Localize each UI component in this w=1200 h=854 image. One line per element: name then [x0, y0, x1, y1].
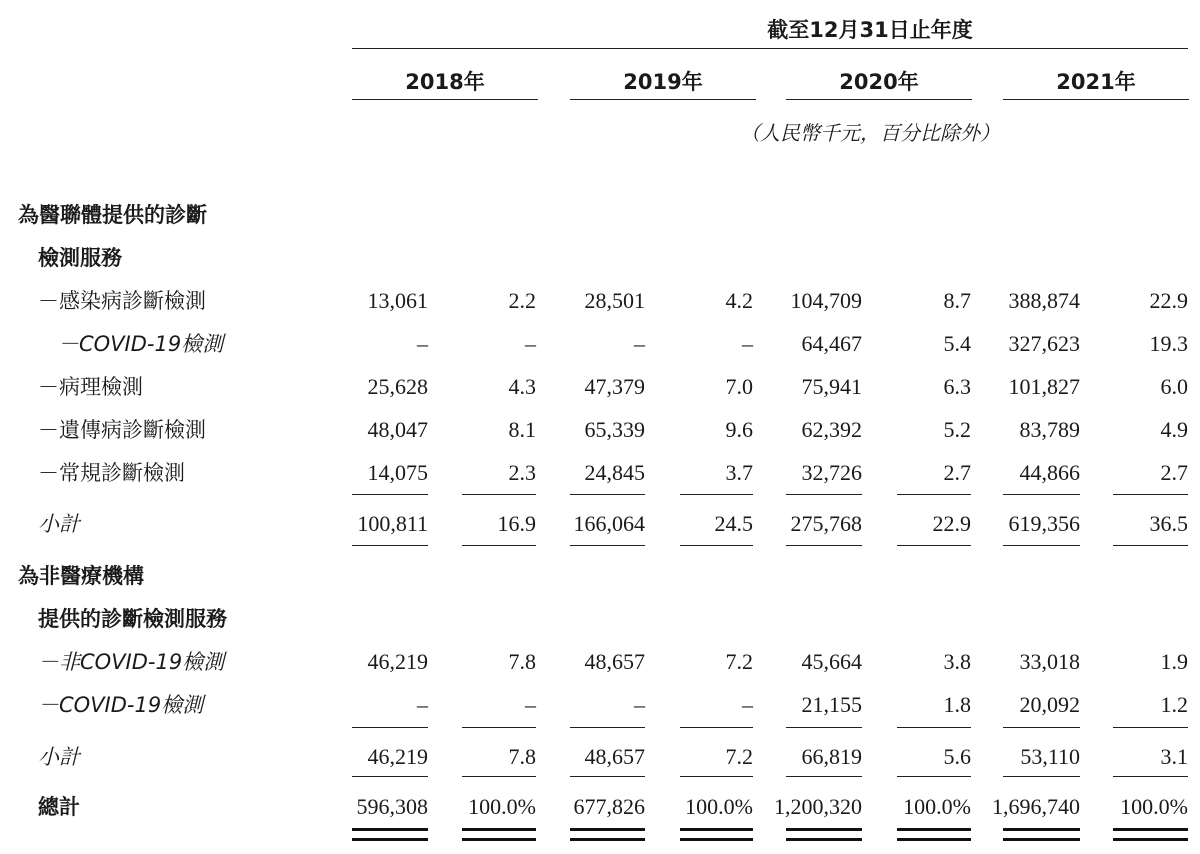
sum-rule [897, 727, 971, 728]
total-double-rule [786, 828, 862, 834]
value-cell: 2.7 [943, 460, 971, 485]
subtotal-value-cell: 100,811 [357, 511, 428, 536]
subtotal-value-cell: 7.2 [725, 744, 753, 769]
value-cell: 83,789 [1019, 417, 1080, 442]
sum-rule [570, 727, 645, 728]
value-cell: – [525, 692, 536, 717]
year-2019-header: 2019年 [623, 70, 703, 94]
sum-rule [462, 494, 536, 495]
value-cell: – [525, 331, 536, 356]
row-label-covid-sub: －COVID-19檢測 [58, 332, 224, 356]
value-cell: 65,339 [584, 417, 645, 442]
total-label: 總計 [38, 795, 80, 819]
value-cell: – [417, 331, 428, 356]
year-2020-rule [786, 99, 972, 100]
row-label-infectious: －感染病診斷檢測 [38, 289, 206, 313]
value-cell: 48,657 [584, 649, 645, 674]
total-value-cell: 1,696,740 [992, 794, 1080, 819]
year-2021-header: 2021年 [1056, 70, 1136, 94]
value-cell: 2.3 [508, 460, 536, 485]
row-label-genetic: －遺傳病診斷檢測 [38, 418, 206, 442]
value-cell: 1.9 [1160, 649, 1188, 674]
sum-rule [680, 545, 753, 546]
sum-rule [462, 727, 536, 728]
sum-rule [1113, 494, 1188, 495]
total-double-rule [1113, 828, 1188, 834]
subtotal-value-cell: 24.5 [714, 511, 753, 536]
sum-rule [786, 545, 862, 546]
subtotal-value-cell: 66,819 [801, 744, 862, 769]
period-heading: 截至12月31日止年度 [767, 18, 973, 42]
section2-title: 為非醫療機構 [18, 564, 144, 588]
value-cell: 327,623 [1008, 331, 1080, 356]
value-cell: 6.0 [1160, 374, 1188, 399]
total-value-cell: 100.0% [1120, 794, 1188, 819]
sum-rule [462, 545, 536, 546]
sum-rule [462, 776, 536, 777]
value-cell: 14,075 [367, 460, 428, 485]
subtotal-value-cell: 166,064 [573, 511, 645, 536]
sum-rule [680, 776, 753, 777]
total-double-rule [570, 828, 645, 834]
value-cell: 5.4 [943, 331, 971, 356]
row-label-non-covid: －非COVID-19檢測 [38, 650, 225, 674]
value-cell: 4.3 [508, 374, 536, 399]
total-double-rule [1003, 838, 1080, 844]
value-cell: 101,827 [1008, 374, 1080, 399]
total-double-rule [680, 838, 753, 844]
value-cell: 4.9 [1160, 417, 1188, 442]
sum-rule [897, 494, 971, 495]
section2-title-cont: 提供的診斷檢測服務 [38, 607, 227, 631]
value-cell: 7.8 [508, 649, 536, 674]
year-2018-rule [352, 99, 538, 100]
sum-rule [897, 776, 971, 777]
sum-rule [786, 727, 862, 728]
subtotal-value-cell: 7.8 [508, 744, 536, 769]
year-2020-header: 2020年 [839, 70, 919, 94]
sum-rule [1003, 545, 1080, 546]
value-cell: 7.2 [725, 649, 753, 674]
total-double-rule [786, 838, 862, 844]
value-cell: – [634, 692, 645, 717]
value-cell: 48,047 [367, 417, 428, 442]
subtotal-value-cell: 5.6 [943, 744, 971, 769]
value-cell: 33,018 [1019, 649, 1080, 674]
subtotal-label: 小計 [38, 512, 80, 536]
year-2021-rule [1003, 99, 1189, 100]
subtotal-value-cell: 22.9 [932, 511, 971, 536]
value-cell: 104,709 [790, 288, 862, 313]
row-label-pathology: －病理檢測 [38, 375, 143, 399]
sum-rule [897, 545, 971, 546]
value-cell: 3.7 [725, 460, 753, 485]
section1-title-cont: 檢測服務 [38, 246, 122, 270]
value-cell: 1.2 [1160, 692, 1188, 717]
value-cell: 46,219 [367, 649, 428, 674]
value-cell: – [417, 692, 428, 717]
total-double-rule [462, 838, 536, 844]
sum-rule [352, 776, 428, 777]
value-cell: 25,628 [367, 374, 428, 399]
value-cell: 75,941 [801, 374, 862, 399]
total-double-rule [352, 828, 428, 834]
value-cell: 47,379 [584, 374, 645, 399]
value-cell: 1.8 [943, 692, 971, 717]
sum-rule [1003, 727, 1080, 728]
value-cell: 21,155 [801, 692, 862, 717]
total-value-cell: 100.0% [903, 794, 971, 819]
value-cell: 7.0 [725, 374, 753, 399]
subtotal-value-cell: 619,356 [1008, 511, 1080, 536]
value-cell: 6.3 [943, 374, 971, 399]
value-cell: 8.1 [508, 417, 536, 442]
subtotal-value-cell: 48,657 [584, 744, 645, 769]
total-double-rule [352, 838, 428, 844]
sum-rule [352, 545, 428, 546]
sum-rule [570, 545, 645, 546]
section1-title: 為醫聯體提供的診斷 [18, 203, 207, 227]
total-double-rule [570, 838, 645, 844]
value-cell: 64,467 [801, 331, 862, 356]
year-2019-rule [570, 99, 756, 100]
row-label-routine: －常規診斷檢測 [38, 461, 185, 485]
sum-rule [1003, 494, 1080, 495]
sum-rule [1113, 545, 1188, 546]
value-cell: 22.9 [1149, 288, 1188, 313]
value-cell: 8.7 [943, 288, 971, 313]
value-cell: 32,726 [801, 460, 862, 485]
value-cell: 13,061 [367, 288, 428, 313]
subtotal-value-cell: 275,768 [790, 511, 862, 536]
sum-rule [352, 494, 428, 495]
year-2018-header: 2018年 [405, 70, 485, 94]
subtotal-label: 小計 [38, 745, 80, 769]
subtotal-value-cell: 53,110 [1020, 744, 1080, 769]
sum-rule [1113, 727, 1188, 728]
unit-note: （人民幣千元，百分比除外） [740, 121, 1000, 145]
sum-rule [352, 727, 428, 728]
sum-rule [1003, 776, 1080, 777]
total-double-rule [897, 828, 971, 834]
total-double-rule [680, 828, 753, 834]
sum-rule [570, 494, 645, 495]
header-rule [352, 48, 1188, 49]
value-cell: 44,866 [1019, 460, 1080, 485]
sum-rule [570, 776, 645, 777]
total-double-rule [1113, 838, 1188, 844]
value-cell: 4.2 [725, 288, 753, 313]
row-label-covid: －COVID-19檢測 [38, 693, 204, 717]
value-cell: 388,874 [1008, 288, 1080, 313]
value-cell: – [742, 692, 753, 717]
subtotal-value-cell: 36.5 [1149, 511, 1188, 536]
total-value-cell: 100.0% [468, 794, 536, 819]
total-double-rule [1003, 828, 1080, 834]
value-cell: 62,392 [801, 417, 862, 442]
value-cell: 24,845 [584, 460, 645, 485]
value-cell: 45,664 [801, 649, 862, 674]
sum-rule [680, 727, 753, 728]
value-cell: 3.8 [943, 649, 971, 674]
value-cell: 9.6 [725, 417, 753, 442]
subtotal-value-cell: 16.9 [497, 511, 536, 536]
value-cell: 28,501 [584, 288, 645, 313]
total-double-rule [897, 838, 971, 844]
value-cell: 2.7 [1160, 460, 1188, 485]
value-cell: 20,092 [1019, 692, 1080, 717]
value-cell: 5.2 [943, 417, 971, 442]
value-cell: – [742, 331, 753, 356]
total-double-rule [462, 828, 536, 834]
sum-rule [786, 776, 862, 777]
subtotal-value-cell: 3.1 [1160, 744, 1188, 769]
subtotal-value-cell: 46,219 [367, 744, 428, 769]
value-cell: – [634, 331, 645, 356]
value-cell: 2.2 [508, 288, 536, 313]
total-value-cell: 677,826 [573, 794, 645, 819]
total-value-cell: 100.0% [685, 794, 753, 819]
total-value-cell: 596,308 [356, 794, 428, 819]
sum-rule [786, 494, 862, 495]
sum-rule [1113, 776, 1188, 777]
value-cell: 19.3 [1149, 331, 1188, 356]
sum-rule [680, 494, 753, 495]
total-value-cell: 1,200,320 [774, 794, 862, 819]
